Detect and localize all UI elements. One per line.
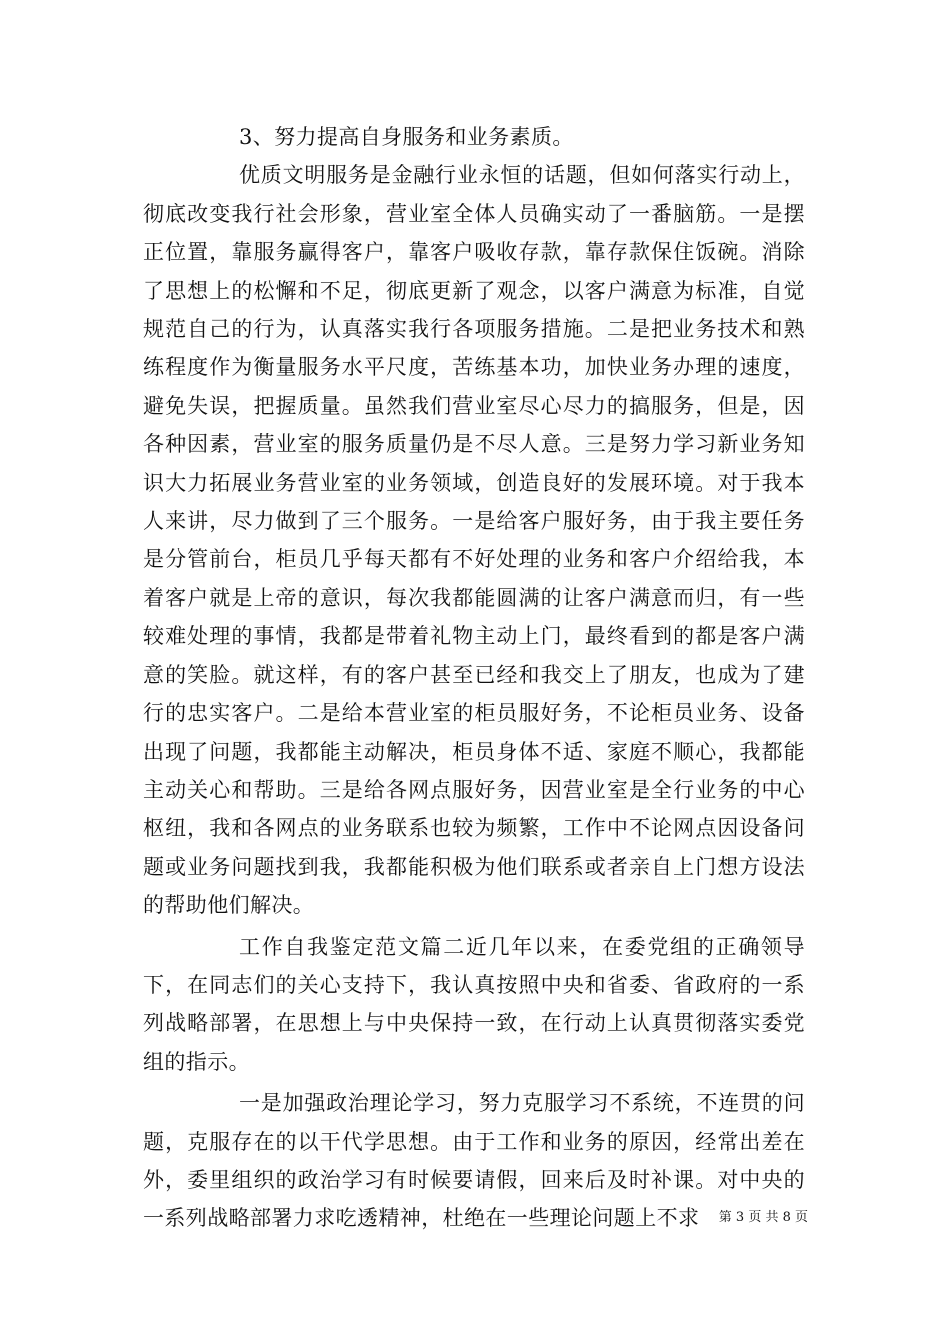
page-number-footer: 第 3 页 共 8 页 xyxy=(718,1210,808,1225)
document-body xyxy=(143,118,805,1238)
paragraph-political-study: 一是加强政治理论学习，努力克服学习不系统，不连贯的问题，克服存在的以干代学思想。由于工作和业务的原因，经常出差在外，委里组织的政治学习有时候要请假，回来后及时补课。对中央的一系列战略部署力求吃透精神，杜绝在一些理论问题上不求 xyxy=(143,1091,805,1231)
section-heading: 3、努力提高自身服务和业务素质。 xyxy=(239,125,574,149)
paragraph-service-quality: 优质文明服务是金融行业永恒的话题，但如何落实行动上，彻底改变我行社会形象，营业室全体人员确实动了一番脑筋。一是摆正位置，靠服务赢得客户，靠客户吸收存款，靠存款保住饭碗。消除了思想上的松懈和不足，彻底更新了观念，以客户满意为标准，自觉规范自己的行为，认真落实我行各项服务措施。二是把业务技术和熟练程度作为衡量服务水平尺度，苦练基本功，加快业务办理的速度，避免失误，把握质量。虽然我们营业室尽心尽力的搞服务，但是，因各种因素，营业室的服务质量仍是不尽人意。三是努力学习新业务知识大力拓展业务营业室的业务领域，创造良好的发展环境。对于我本人来讲，尽力做到了三个服务。一是给客户服好务，由于我主要任务是分管前台，柜员几乎每天都有不好处理的业务和客户介绍给我，本着客户就是上帝的意识，每次我都能圆满的让客户满意而归，有一些较难处理的事情，我都是带着礼物主动上门，最终看到的都是客户满意的笑脸。就这样，有的客户甚至已经和我交上了朋友，也成为了建行的忠实客户。二是给本营业室的柜员服好务，不论柜员业务、设备出现了问题，我都能主动解决，柜员身体不适、家庭不顺心，我都能主动关心和帮助。三是给各网点服好务，因营业室是全行业务的中心枢纽，我和各网点的业务联系也较为频繁，工作中不论网点因设备问题或业务问题找到我，我都能积极为他们联系或者亲自上门想方设法的帮助他们解决。 xyxy=(143,163,805,918)
paragraph-self-appraisal: 工作自我鉴定范文篇二近几年以来，在委党组的正确领导下，在同志们的关心支持下，我认真按照中央和省委、省政府的一系列战略部署，在思想上与中央保持一致，在行动上认真贯彻落实委党组的指示。 xyxy=(143,934,805,1074)
